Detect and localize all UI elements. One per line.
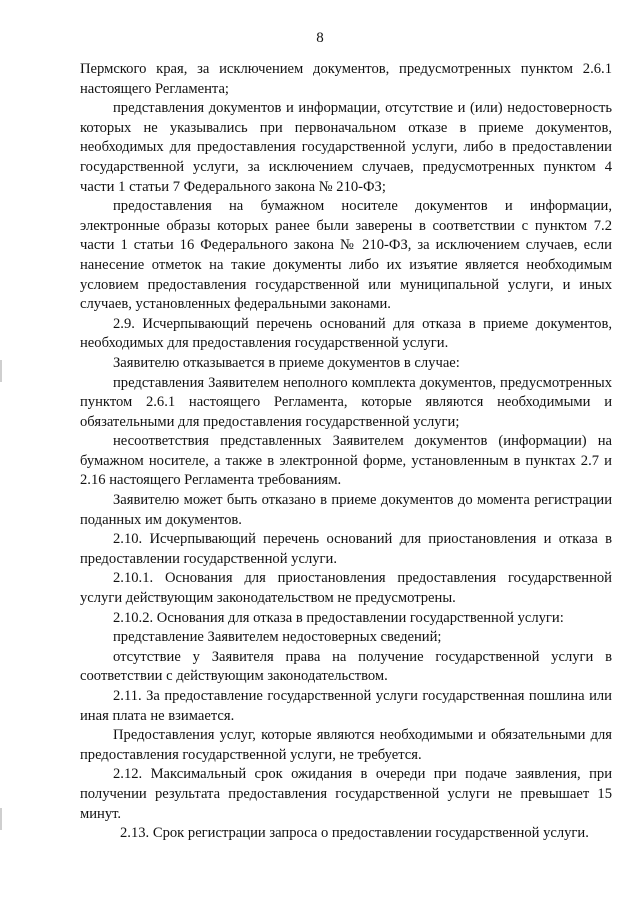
paragraph-refusal-cases: Заявителю отказывается в приеме документов в случае: (113, 354, 460, 371)
scan-margin-mark (0, 808, 2, 830)
paragraph-related-services: Предоставления услуг, которые являются необходимыми и обязательными для предоставления государственной услуги, не требуется. (80, 727, 612, 763)
paragraph-2-13: 2.13. Срок регистрации запроса о предоставлении государственной услуги. (120, 825, 589, 842)
paragraph-no-right: отсутствие у Заявителя права на получение государственной услуги в соответствии с действующим законодательством. (80, 648, 612, 685)
paragraph-refusal-before-registration: Заявителю может быть отказано в приеме документов до момента регистрации поданных им документов. (80, 492, 612, 528)
paragraph-nonconformity: несоответствия представленных Заявителем документов (информации) на бумажном носителе, а также в электронной форме, установленным в пунктах 2.7 и 2.16 настоящего Регламента требованиям. (80, 433, 612, 489)
paragraph-2-12: 2.12. Максимальный срок ожидания в очереди при подаче заявления, при получении результата предоставления государственной услуги не превышает 15 минут. (80, 766, 612, 822)
paragraph-2-10-2: 2.10.2. Основания для отказа в предоставлении государственной услуги: (113, 609, 564, 626)
paragraph-2-11: 2.11. За предоставление государственной услуги государственная пошлина или иная плата не взимается. (80, 688, 612, 724)
paragraph-2-10: 2.10. Исчерпывающий перечень оснований для приостановления и отказа в предоставлении государственной услуги. (80, 531, 612, 567)
paragraph-2-10-1: 2.10.1. Основания для приостановления предоставления государственной услуги действующим законодательством не предусмотрены. (80, 570, 612, 607)
page-number: 8 (316, 30, 324, 46)
scan-margin-mark (0, 360, 2, 382)
paragraph-false-info: представление Заявителем недостоверных сведений; (113, 629, 442, 646)
paragraph-continuation: Пермского края, за исключением документов, предусмотренных пунктом 2.6.1 настоящего Регламента; (80, 61, 612, 97)
paragraph-repeat-submission: представления документов и информации, отсутствие и (или) недостоверность которых не указывались при первоначальном отказе в приеме документов, необходимых для предоставления государственной услуги, либо в предоставлении государственной услуги, за исключением случаев, предусмотренных пунктом 4 части 1 статьи 7 Федерального закона № 210-ФЗ; (80, 100, 612, 195)
paragraph-incomplete-set: представления Заявителем неполного комплекта документов, предусмотренных пунктом 2.6.1 настоящего Регламента, которые являются необходимыми и обязательными для предоставления государственной услуги; (80, 374, 612, 430)
paragraph-paper-documents: предоставления на бумажном носителе документов и информации, электронные образы которых ранее были заверены в соответствии с пунктом 7.2 части 1 статьи 16 Федерального закона № 210-ФЗ, за исключением случаев, если нанесение отметок на такие документы либо их изъятие является необходимым условием предоставления государственной или муниципальной услуги, и иных случаев, установленных федеральными законами. (80, 198, 612, 313)
paragraph-2-9: 2.9. Исчерпывающий перечень оснований для отказа в приеме документов, необходимых для предоставления государственной услуги. (80, 315, 612, 352)
document-body (80, 60, 612, 844)
